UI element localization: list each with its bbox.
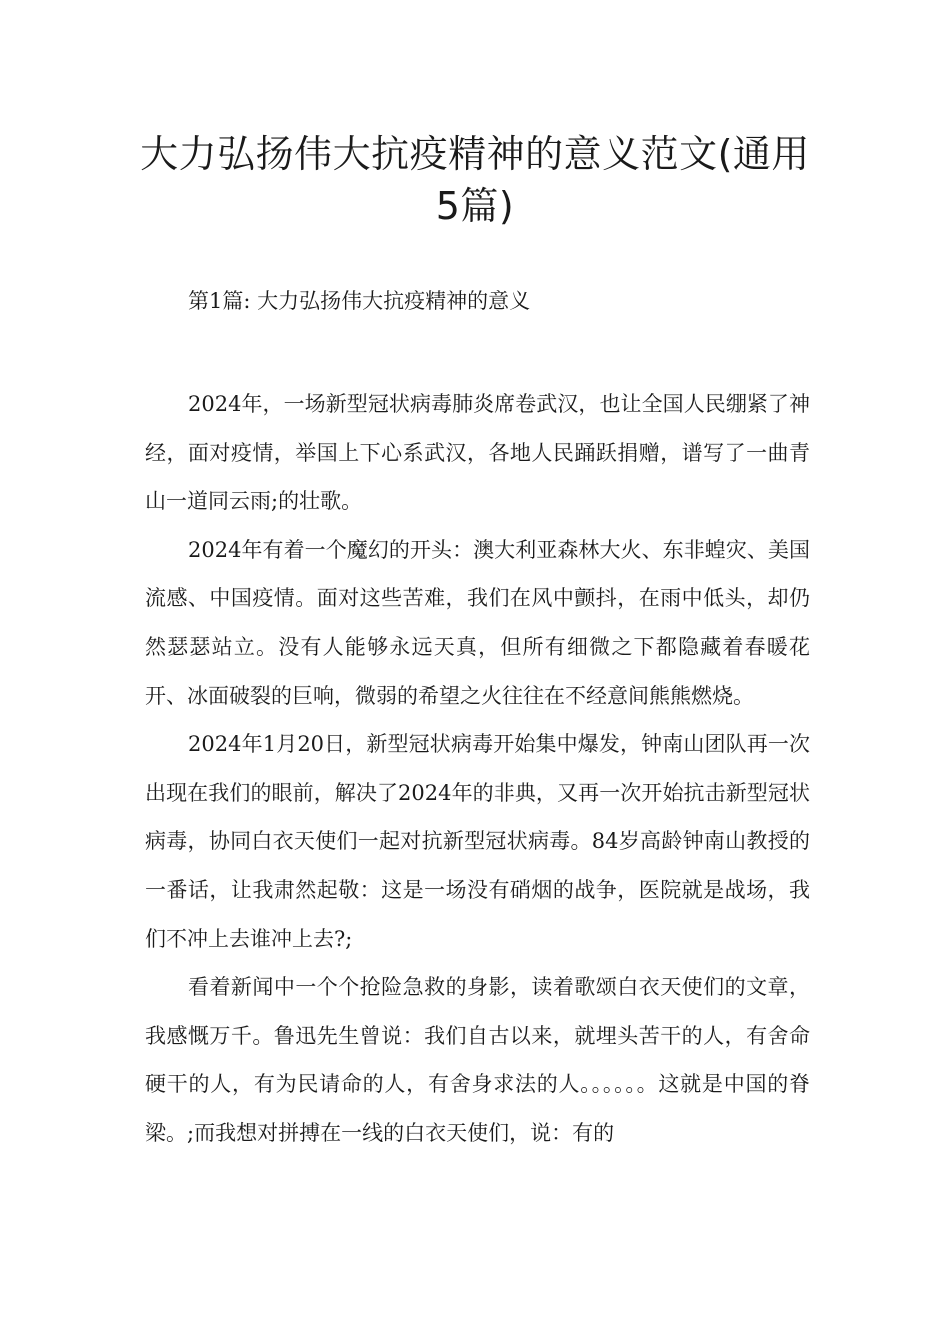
paragraph-3: 2024年1月20日，新型冠状病毒开始集中爆发，钟南山团队再一次出现在我们的眼前，解决了2024年的非典，又再一次开始抗击新型冠状病毒，协同白衣天使们一起对抗新型冠状病毒。84岁高龄钟南山教授的一番话，让我肃然起敬：这是一场没有硝烟的战争，医院就是战场，我们不冲上去谁冲上去?;: [145, 732, 810, 951]
paragraph-1: 2024年，一场新型冠状病毒肺炎席卷武汉，也让全国人民绷紧了神经，面对疫情，举国上下心系武汉，各地人民踊跃捐赠，谱写了一曲青山一道同云雨;的壮歌。: [145, 392, 810, 514]
paragraph-2: 2024年有着一个魔幻的开头：澳大利亚森林大火、东非蝗灾、美国流感、中国疫情。面对这些苦难，我们在风中颤抖，在雨中低头，却仍然瑟瑟站立。没有人能够永远天真，但所有细微之下都隐藏着春暖花开、冰面破裂的巨响，微弱的希望之火往往在不经意间熊熊燃烧。: [145, 537, 810, 708]
paragraph-4: 看着新闻中一个个抢险急救的身影，读着歌颂白衣天使们的文章，我感慨万千。鲁迅先生曾说：我们自古以来，就埋头苦干的人，有舍命硬干的人，有为民请命的人，有舍身求法的人。。。。。。这就是中国的脊梁。;而我想对拼搏在一线的白衣天使们，说：有的: [145, 975, 810, 1145]
section-heading: 第1篇: 大力弘扬伟大抗疫精神的意义: [188, 289, 531, 313]
document-title: 大力弘扬伟大抗疫精神的意义范文(通用5篇): [140, 132, 810, 228]
document-body: [145, 380, 810, 1158]
